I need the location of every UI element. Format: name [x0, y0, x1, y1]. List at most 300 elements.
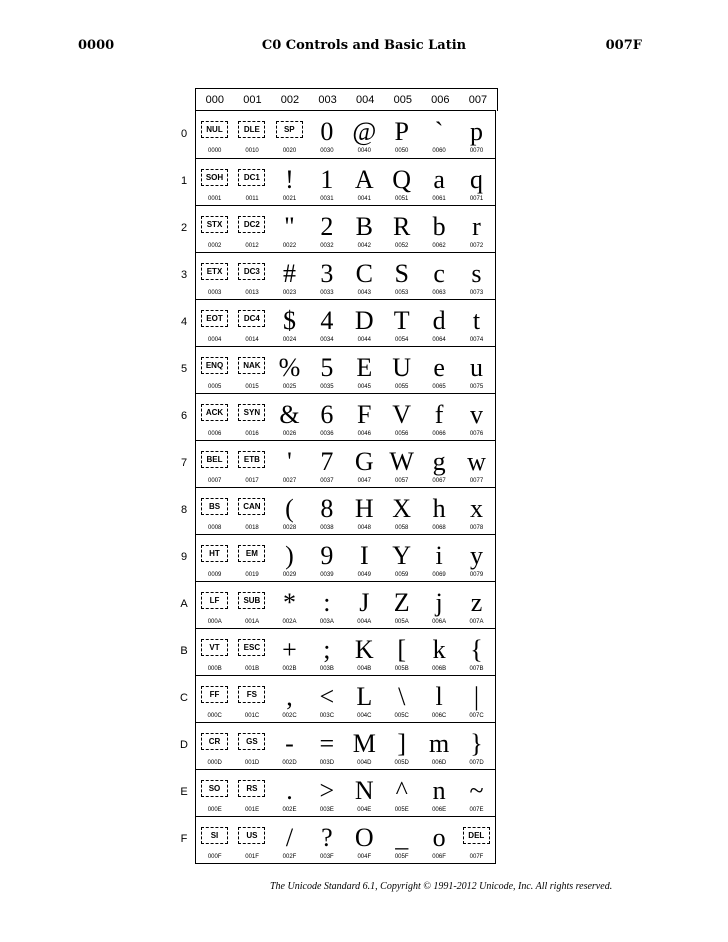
char-cell [308, 300, 345, 347]
code-point-label: 0055 [395, 384, 409, 390]
char-glyph: J [359, 588, 370, 617]
char-cell [458, 394, 495, 441]
code-point-label: 0011 [245, 196, 259, 202]
code-point-label: 0040 [357, 148, 371, 154]
code-point-label: 0060 [432, 148, 446, 154]
char-cell [196, 441, 233, 488]
code-point-label: 0020 [282, 148, 297, 154]
char-cell [346, 488, 383, 535]
char-cell [308, 676, 345, 723]
char-cell [346, 535, 383, 582]
char-cell [233, 817, 270, 864]
char-cell [420, 300, 457, 347]
code-point-label: 0008 [208, 525, 222, 531]
char-glyph: T [393, 306, 410, 335]
char-cell [233, 300, 270, 347]
code-point-label: 0031 [320, 196, 334, 202]
char-cell [271, 253, 308, 300]
code-point-label: 007B [469, 666, 484, 672]
code-point-label: 0077 [469, 478, 484, 484]
column-header: 007 [468, 94, 488, 106]
code-point-label: 006A [432, 619, 447, 625]
code-point-label: 004D [357, 760, 372, 766]
chart-row [196, 722, 495, 770]
char-cell [196, 488, 233, 535]
char-cell [458, 817, 495, 864]
code-point-label: 000D [207, 760, 222, 766]
code-point-label: 000B [207, 666, 222, 672]
column-header: 004 [355, 94, 375, 106]
char-glyph: P [394, 117, 409, 146]
char-glyph: = [319, 729, 335, 758]
char-glyph: U [392, 353, 412, 382]
control-char-box: US [238, 827, 265, 844]
code-point-label: 001C [244, 713, 260, 719]
char-cell [458, 159, 495, 206]
code-point-label: 0014 [245, 337, 259, 343]
char-cell [346, 817, 383, 864]
control-char-box: EM [238, 545, 265, 562]
char-glyph: n [432, 776, 446, 805]
row-label: C [180, 692, 188, 704]
char-cell [346, 770, 383, 817]
char-glyph: { [470, 635, 483, 664]
code-point-label: 0071 [469, 196, 484, 202]
char-glyph: \ [398, 682, 406, 711]
char-glyph: o [432, 823, 446, 852]
char-glyph: _ [395, 823, 409, 852]
row-label: B [180, 645, 188, 657]
char-cell [383, 676, 420, 723]
char-glyph: } [470, 729, 483, 758]
code-point-label: 0068 [432, 525, 446, 531]
char-cell [383, 441, 420, 488]
code-point-label: 0052 [395, 243, 409, 249]
char-glyph: b [432, 212, 446, 241]
code-point-label: 007D [469, 760, 484, 766]
char-glyph: + [282, 635, 297, 664]
code-point-label: 004E [357, 807, 372, 813]
char-cell [420, 723, 457, 770]
code-point-label: 0030 [320, 148, 334, 154]
char-cell [458, 441, 495, 488]
char-cell [196, 394, 233, 441]
code-point-label: 0047 [357, 478, 371, 484]
char-cell [233, 723, 270, 770]
chart-row [196, 581, 495, 629]
code-point-label: 005A [394, 619, 409, 625]
char-glyph: g [432, 447, 446, 476]
char-glyph: 7 [320, 447, 334, 476]
control-char-box: DC2 [238, 216, 265, 233]
code-point-label: 007F [469, 854, 484, 860]
code-point-label: 0048 [357, 525, 371, 531]
char-glyph: 3 [320, 259, 334, 288]
char-cell [196, 159, 233, 206]
char-cell [233, 206, 270, 253]
char-glyph: p [469, 117, 483, 146]
char-cell [420, 159, 457, 206]
char-cell [308, 441, 345, 488]
code-point-label: 0027 [282, 478, 297, 484]
code-point-label: 0042 [357, 243, 371, 249]
code-point-label: 003C [319, 713, 335, 719]
char-cell [458, 723, 495, 770]
code-point-label: 007A [469, 619, 484, 625]
char-cell [196, 111, 233, 158]
char-cell [271, 300, 308, 347]
char-glyph: l [435, 682, 443, 711]
chart-row [196, 158, 495, 206]
chart-row [196, 628, 495, 676]
code-point-label: 0046 [357, 431, 371, 437]
char-cell [458, 582, 495, 629]
code-point-label: 0072 [469, 243, 484, 249]
char-cell [271, 723, 308, 770]
char-glyph: K [354, 635, 374, 664]
char-cell [420, 488, 457, 535]
char-cell [233, 394, 270, 441]
char-glyph: j [435, 588, 443, 617]
code-point-label: 005E [394, 807, 409, 813]
char-cell [308, 159, 345, 206]
code-point-label: 0039 [320, 572, 334, 578]
char-cell [271, 582, 308, 629]
row-label: F [180, 833, 188, 845]
code-point-label: 0069 [432, 572, 446, 578]
char-cell [458, 488, 495, 535]
char-cell [233, 347, 270, 394]
char-glyph: - [285, 729, 294, 758]
char-cell [458, 111, 495, 158]
char-cell [271, 629, 308, 676]
control-char-box: DC4 [238, 310, 265, 327]
char-cell [308, 770, 345, 817]
char-glyph: : [323, 588, 331, 617]
code-point-label: 0036 [320, 431, 334, 437]
char-glyph: ; [323, 635, 331, 664]
control-char-box: SOH [201, 169, 228, 186]
control-char-box: DC3 [238, 263, 265, 280]
code-point-label: 0073 [469, 290, 484, 296]
char-cell [271, 441, 308, 488]
code-point-label: 000F [207, 854, 222, 860]
column-header: 000 [205, 94, 224, 106]
char-cell [383, 723, 420, 770]
char-cell [458, 347, 495, 394]
code-point-label: 0009 [208, 572, 222, 578]
control-char-box: SYN [238, 404, 265, 421]
char-cell [458, 535, 495, 582]
char-glyph: k [432, 635, 446, 664]
control-char-box: STX [201, 216, 228, 233]
char-glyph: I [359, 541, 369, 570]
row-label: D [180, 739, 188, 751]
column-header: 001 [243, 94, 262, 106]
char-cell [271, 535, 308, 582]
code-point-label: 0061 [432, 196, 446, 202]
char-cell [346, 159, 383, 206]
control-char-box: SUB [238, 592, 265, 609]
char-cell [420, 441, 457, 488]
char-glyph: L [356, 682, 373, 711]
char-cell [233, 770, 270, 817]
char-glyph: q [469, 165, 483, 194]
code-point-label: 0016 [245, 431, 259, 437]
char-cell [308, 817, 345, 864]
column-header-row [195, 88, 498, 111]
code-point-label: 0033 [320, 290, 334, 296]
char-cell [196, 582, 233, 629]
code-point-label: 0024 [282, 337, 297, 343]
code-point-label: 001E [245, 807, 260, 813]
control-char-box: SI [201, 827, 228, 844]
code-point-label: 001D [244, 760, 260, 766]
code-point-label: 0035 [320, 384, 334, 390]
char-cell [196, 770, 233, 817]
char-cell [458, 300, 495, 347]
code-point-label: 004C [357, 713, 372, 719]
code-point-label: 0028 [282, 525, 297, 531]
char-cell [383, 347, 420, 394]
char-cell [308, 629, 345, 676]
char-cell [346, 347, 383, 394]
char-glyph: N [354, 776, 374, 805]
row-label: E [180, 786, 188, 798]
code-point-label: 0019 [245, 572, 259, 578]
code-point-label: 007E [469, 807, 484, 813]
code-point-label: 0059 [395, 572, 409, 578]
char-cell [271, 676, 308, 723]
code-point-label: 0004 [208, 337, 222, 343]
chart-row [196, 816, 495, 864]
char-glyph: ^ [395, 776, 408, 805]
code-point-label: 0034 [320, 337, 334, 343]
char-glyph: M [352, 729, 376, 758]
code-point-label: 0022 [282, 243, 297, 249]
char-glyph: 0 [320, 117, 334, 146]
char-glyph: & [279, 400, 300, 429]
control-char-box: FS [238, 686, 265, 703]
char-glyph: V [392, 400, 412, 429]
code-point-label: 004A [357, 619, 372, 625]
code-point-label: 003A [319, 619, 334, 625]
char-glyph: x [469, 494, 483, 523]
row-label: 4 [180, 316, 188, 328]
char-glyph: C [355, 259, 373, 288]
code-point-label: 000C [207, 713, 222, 719]
control-char-box: NAK [238, 357, 265, 374]
code-point-label: 0043 [357, 290, 371, 296]
control-char-box: FF [201, 686, 228, 703]
char-glyph: " [284, 212, 295, 241]
code-point-label: 0074 [469, 337, 484, 343]
code-point-label: 0006 [208, 431, 222, 437]
code-point-label: 0049 [357, 572, 371, 578]
char-cell [346, 582, 383, 629]
code-point-label: 0032 [320, 243, 334, 249]
char-cell [420, 111, 457, 158]
code-point-label: 0026 [282, 431, 297, 437]
code-point-label: 0001 [208, 196, 222, 202]
header-range-end: 007F [605, 38, 642, 53]
code-point-label: 0017 [245, 478, 259, 484]
char-glyph: X [392, 494, 412, 523]
char-cell [233, 111, 270, 158]
code-point-label: 005B [394, 666, 409, 672]
char-cell [196, 817, 233, 864]
control-char-box: CR [201, 733, 228, 750]
char-cell [196, 347, 233, 394]
char-glyph: v [469, 400, 483, 429]
char-glyph: ? [321, 823, 333, 852]
char-cell [346, 676, 383, 723]
char-cell [383, 300, 420, 347]
char-glyph: B [355, 212, 373, 241]
code-point-label: 0013 [245, 290, 259, 296]
char-glyph: , [286, 682, 293, 711]
char-cell [308, 394, 345, 441]
char-glyph: z [470, 588, 483, 617]
char-glyph: W [389, 447, 414, 476]
char-cell [346, 253, 383, 300]
row-label: 6 [180, 410, 188, 422]
control-char-box: ETB [238, 451, 265, 468]
chart-row [196, 346, 495, 394]
code-point-label: 0063 [432, 290, 446, 296]
code-point-label: 0050 [395, 148, 409, 154]
char-cell [196, 723, 233, 770]
code-point-label: 002B [282, 666, 297, 672]
char-glyph: c [433, 259, 445, 288]
char-glyph: | [473, 682, 480, 711]
code-point-label: 003E [319, 807, 334, 813]
char-cell [420, 394, 457, 441]
char-cell [233, 629, 270, 676]
char-cell [383, 111, 420, 158]
control-char-box: EOT [201, 310, 228, 327]
chart-row [196, 205, 495, 253]
char-glyph: r [472, 212, 481, 241]
code-point-label: 0023 [282, 290, 297, 296]
code-point-label: 0062 [432, 243, 446, 249]
row-label: 2 [180, 222, 188, 234]
char-glyph: 9 [320, 541, 334, 570]
control-char-box: DLE [238, 121, 265, 138]
char-glyph: . [286, 776, 293, 805]
code-point-label: 0067 [432, 478, 446, 484]
char-cell [420, 676, 457, 723]
code-point-label: 0076 [469, 431, 484, 437]
char-cell [308, 206, 345, 253]
code-point-label: 001A [245, 619, 260, 625]
char-cell [420, 347, 457, 394]
char-cell [196, 206, 233, 253]
char-glyph: e [433, 353, 445, 382]
char-cell [383, 582, 420, 629]
char-cell [271, 347, 308, 394]
control-char-box: ACK [201, 404, 228, 421]
char-cell [420, 817, 457, 864]
char-glyph: Y [392, 541, 412, 570]
control-char-box: CAN [238, 498, 265, 515]
code-point-label: 0037 [320, 478, 334, 484]
control-char-box: SP [276, 121, 303, 138]
char-glyph: 8 [320, 494, 334, 523]
code-point-label: 004F [357, 854, 372, 860]
row-label: 0 [180, 128, 188, 140]
chart-row [196, 252, 495, 300]
chart-row [196, 487, 495, 535]
char-cell [233, 676, 270, 723]
column-header: 006 [431, 94, 450, 106]
char-cell [383, 817, 420, 864]
code-point-label: 0000 [208, 148, 222, 154]
char-glyph: d [432, 306, 446, 335]
char-cell [420, 253, 457, 300]
code-point-label: 0053 [395, 290, 409, 296]
code-chart-table [195, 110, 496, 864]
code-point-label: 0003 [208, 290, 222, 296]
char-glyph: y [469, 541, 483, 570]
code-point-label: 0058 [395, 525, 409, 531]
row-label: A [180, 598, 188, 610]
char-cell [271, 817, 308, 864]
char-glyph: m [428, 729, 450, 758]
row-label: 9 [180, 551, 188, 563]
char-glyph: * [282, 588, 296, 617]
code-point-label: 0010 [245, 148, 259, 154]
code-point-label: 004B [357, 666, 372, 672]
control-char-box: SO [201, 780, 228, 797]
char-glyph: A [354, 165, 374, 194]
char-glyph: 5 [320, 353, 334, 382]
char-glyph: t [472, 306, 481, 335]
char-cell [308, 723, 345, 770]
code-point-label: 007C [469, 713, 484, 719]
char-cell [383, 535, 420, 582]
chart-row [196, 111, 495, 158]
code-point-label: 002C [282, 713, 297, 719]
code-point-label: 0005 [208, 384, 222, 390]
chart-row [196, 769, 495, 817]
char-cell [271, 394, 308, 441]
code-point-label: 0057 [395, 478, 409, 484]
code-point-label: 0044 [357, 337, 371, 343]
char-glyph: % [278, 353, 301, 382]
char-cell [458, 770, 495, 817]
char-glyph: a [433, 165, 445, 194]
code-point-label: 0021 [282, 196, 297, 202]
code-point-label: 0078 [469, 525, 484, 531]
code-point-label: 000E [207, 807, 222, 813]
char-cell [383, 159, 420, 206]
code-point-label: 0045 [357, 384, 371, 390]
char-glyph: @ [352, 117, 377, 146]
char-cell [308, 111, 345, 158]
control-char-box: HT [201, 545, 228, 562]
char-glyph: ' [287, 447, 292, 476]
chart-row [196, 299, 495, 347]
char-cell [458, 629, 495, 676]
char-glyph: ~ [469, 776, 484, 805]
code-point-label: 006F [432, 854, 446, 860]
control-char-box: DEL [463, 827, 490, 844]
char-cell [233, 488, 270, 535]
code-point-label: 0079 [469, 572, 484, 578]
code-point-label: 006C [431, 713, 447, 719]
char-cell [383, 488, 420, 535]
